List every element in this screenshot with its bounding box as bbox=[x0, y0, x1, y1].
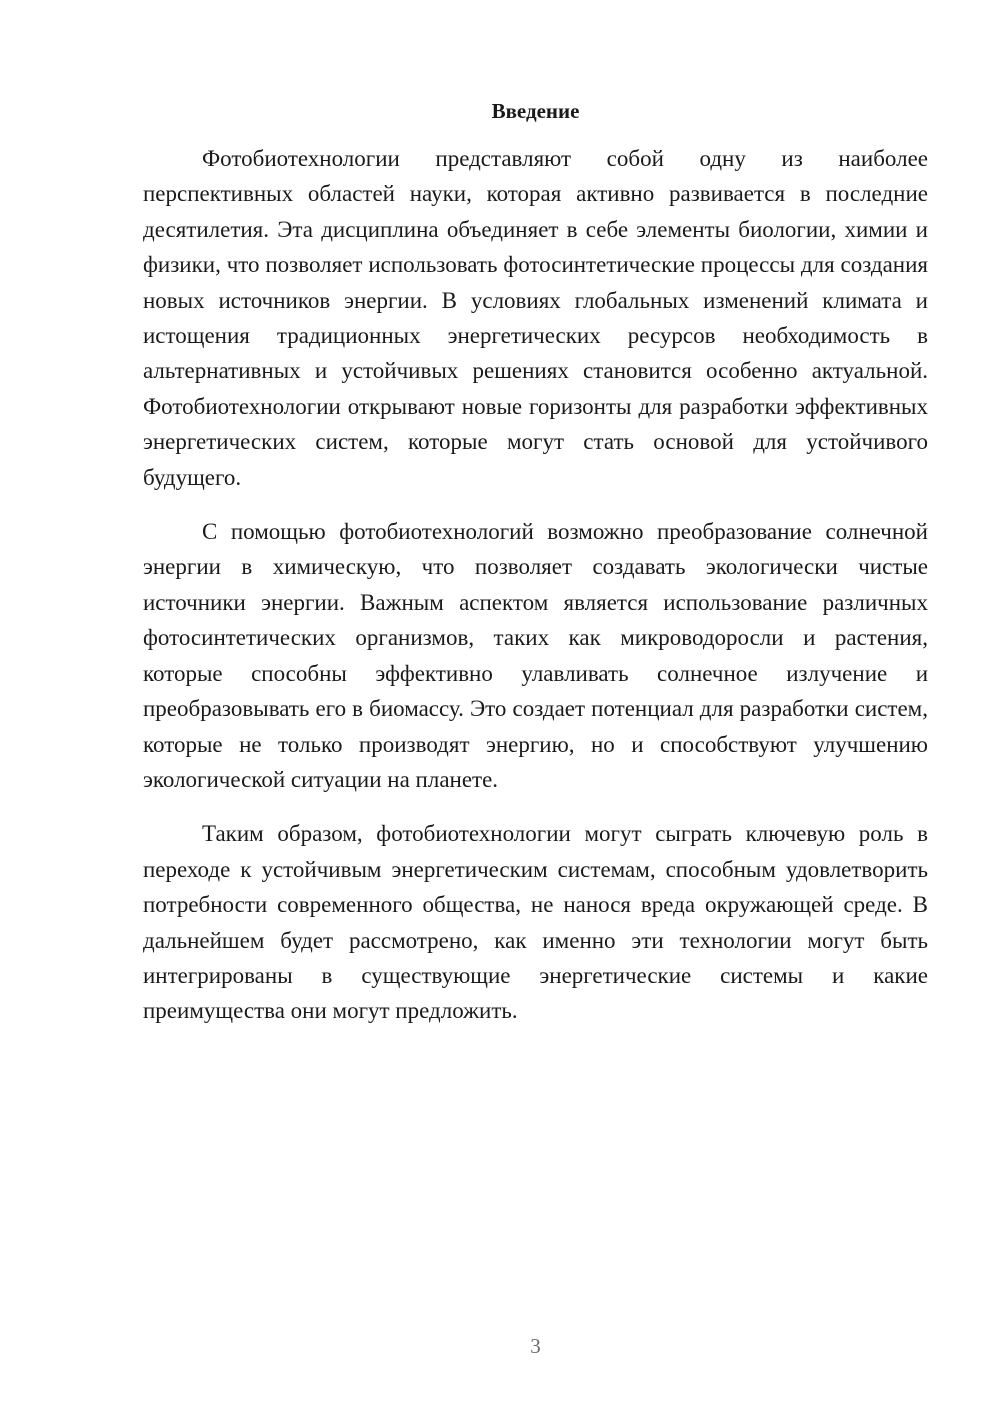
body-text bbox=[143, 141, 928, 1048]
page-title: Введение bbox=[491, 99, 580, 123]
paragraph-1: Фотобиотехнологии представляют собой одну из наиболее перспективных областей науки, которая активно развивается в последние десятилетия. Эта дисциплина объединяет в себе элементы биологии, химии и физики, что позволяет использовать фотосинтетические процессы для создания новых источников энергии. В условиях глобальных изменений климата и истощения традиционных энергетических ресурсов необходимость в альтернативных и устойчивых решениях становится особенно актуальной. Фотобиотехнологии открывают новые горизонты для разработки эффективных энергетических систем, которые могут стать основой для устойчивого будущего. bbox=[143, 146, 928, 490]
page-number: 3 bbox=[530, 1334, 541, 1358]
paragraph-3: Таким образом, фотобиотехнологии могут сыграть ключевую роль в переходе к устойчивым энергетическим системам, способным удовлетворить потребности современного общества, не нанося вреда окружающей среде. В дальнейшем будет рассмотрено, как именно эти технологии могут быть интегрированы в существующие энергетические системы и какие преимущества они могут предложить. bbox=[143, 821, 928, 1024]
paragraph-2: С помощью фотобиотехнологий возможно преобразование солнечной энергии в химическую, что позволяет создавать экологически чистые источники энергии. Важным аспектом является использование различных фотосинтетических организмов, таких как микроводоросли и растения, которые способны эффективно улавливать солнечное излучение и преобразовывать его в биомассу. Это создает потенциал для разработки систем, которые не только производят энергию, но и способствуют улучшению экологической ситуации на планете. bbox=[143, 519, 928, 792]
document-page bbox=[143, 0, 928, 1414]
